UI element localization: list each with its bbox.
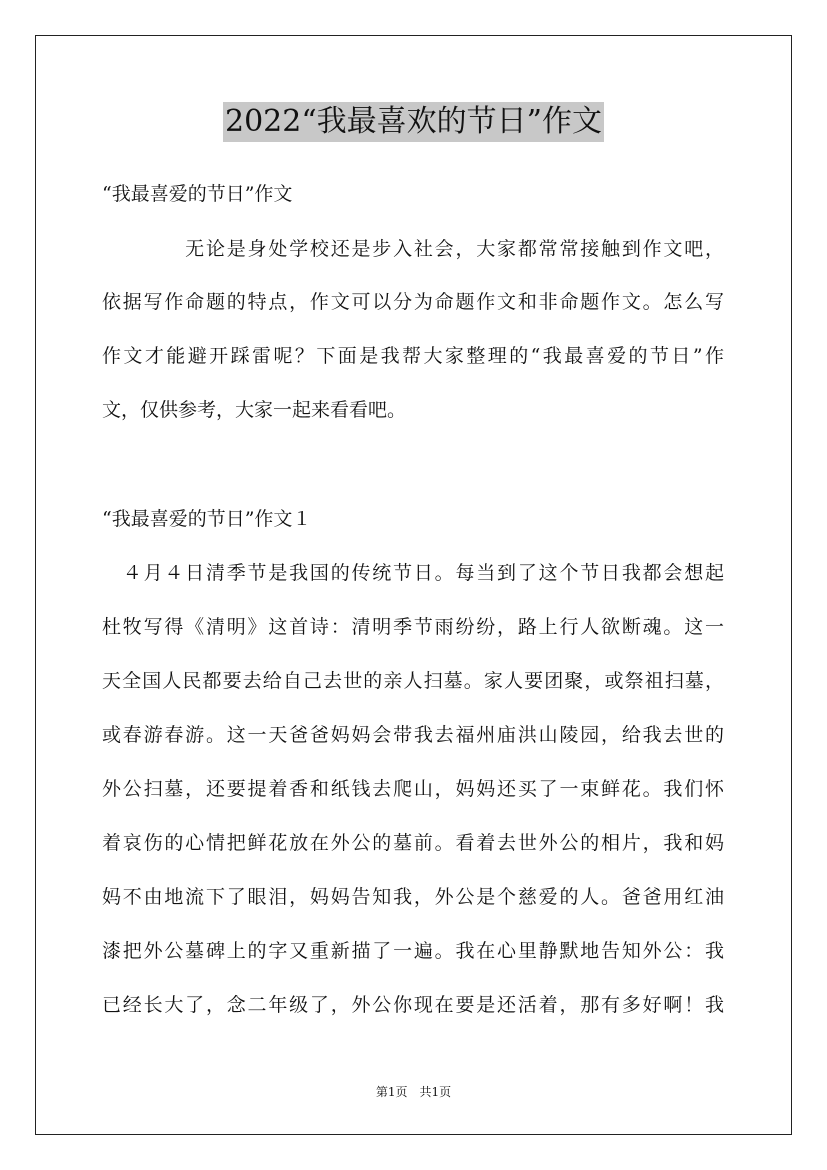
- body-line: ４月４日清季节是我国的传统节日。每当到了这个节日我都会想起: [102, 562, 724, 584]
- body-line: 漆把外公墓碑上的字又重新描了一遍。我在心里静默地告知外公：我: [102, 940, 724, 962]
- page-number: 第1页 共1页: [375, 1085, 452, 1099]
- body-line: 着哀伤的心情把鲜花放在外公的墓前。看着去世外公的相片，我和妈: [102, 832, 724, 854]
- intro-line: 无论是身处学校还是步入社会，大家都常常接触到作文吧，: [102, 238, 724, 260]
- intro-line: 依据写作命题的特点，作文可以分为命题作文和非命题作文。怎么写: [102, 291, 724, 313]
- intro-line: 作文才能避开踩雷呢？下面是我帮大家整理的“我最喜爱的节日”作: [102, 345, 724, 367]
- document-title: 2022“我最喜欢的节日”作文: [223, 102, 604, 142]
- subtitle: “我最喜爱的节日”作文: [102, 183, 293, 205]
- section-heading: “我最喜爱的节日”作文１: [102, 508, 312, 530]
- body-line: 天全国人民都要去给自己去世的亲人扫墓。家人要团聚，或祭祖扫墓，: [102, 670, 724, 692]
- intro-line: 文，仅供参考，大家一起来看看吧。: [102, 399, 407, 421]
- body-line: 已经长大了，念二年级了，外公你现在要是还活着，那有多好啊！我: [102, 994, 724, 1016]
- body-line: 或春游春游。这一天爸爸妈妈会带我去福州庙洪山陵园，给我去世的: [102, 724, 724, 746]
- body-line: 杜牧写得《清明》这首诗：清明季节雨纷纷，路上行人欲断魂。这一: [102, 616, 724, 638]
- body-line: 妈不由地流下了眼泪，妈妈告知我，外公是个慈爱的人。爸爸用红油: [102, 886, 724, 908]
- body-line: 外公扫墓，还要提着香和纸钱去爬山，妈妈还买了一束鲜花。我们怀: [102, 778, 724, 800]
- title-container: [0, 102, 827, 142]
